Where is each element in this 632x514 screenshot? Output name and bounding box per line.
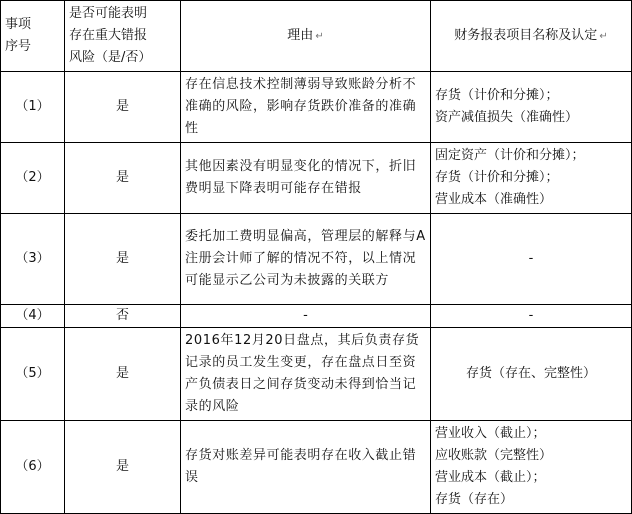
item-line: 营业成本（截止）； [435,470,546,485]
header-item-no-line2: 序号 [5,39,32,54]
table-row [1,143,632,214]
item-line: 存货（计价和分摊）； [435,170,559,185]
items-cell [431,421,632,514]
paragraph-mark-icon: ↵ [315,30,324,42]
table-row [1,214,632,305]
item-no-cell: （5） [1,328,65,421]
risk-cell: 是 [65,421,181,514]
item-no-cell: （2） [1,143,65,214]
reason-cell: 存在信息技术控制薄弱导致账龄分析不准确的风险，影响存货跌价准备的准确性 [181,72,431,143]
items-cell [431,143,632,214]
items-cell: - [431,305,632,328]
header-item-no [1,1,65,72]
item-no-cell: （1） [1,72,65,143]
item-no-cell: （4） [1,305,65,328]
item-no-cell: （3） [1,214,65,305]
risk-cell: 是 [65,143,181,214]
reason-cell: 委托加工费明显偏高，管理层的解释与A注册会计师了解的情况不符，以上情况可能显示乙公司为未披露的关联方 [181,214,431,305]
paragraph-mark-icon: ↵ [599,30,608,42]
items-cell [431,72,632,143]
header-risk-line2: 存在重大错报 [69,28,148,43]
header-reason-text: 理由 [287,27,314,43]
item-line: 固定资产（计价和分摊）； [435,148,585,163]
header-items [431,1,632,72]
reason-cell: 2016年12月20日盘点，其后负责存货记录的员工发生变更，存在盘点日至资产负债表日之间存货变动未得到恰当记录的风险 [181,328,431,421]
risk-cell: 是 [65,72,181,143]
risk-cell: 是 [65,328,181,421]
items-cell: - [431,214,632,305]
header-items-text: 财务报表项目名称及认定 [454,27,598,43]
risk-cell: 否 [65,305,181,328]
items-cell: 存货（存在、完整性） [431,328,632,421]
table-row [1,421,632,514]
item-line: 存货（存在） [435,492,514,507]
item-line: 营业成本（准确性） [435,192,553,207]
table-row [1,72,632,143]
item-line: 营业收入（截止）； [435,426,546,441]
item-no-cell: （6） [1,421,65,514]
risk-cell: 是 [65,214,181,305]
item-line: 应收账款（完整性） [435,448,553,463]
item-line: 资产减值损失（准确性） [435,110,579,125]
header-reason [181,1,431,72]
reason-cell: 其他因素没有明显变化的情况下，折旧费明显下降表明可能存在错报 [181,143,431,214]
reason-cell: - [181,305,431,328]
table-row [1,328,632,421]
reason-cell: 存货对账差异可能表明存在收入截止错误 [181,421,431,514]
table-row [1,305,632,328]
header-item-no-line1: 事项 [5,17,32,32]
header-risk [65,1,181,72]
item-line: 存货（计价和分摊）； [435,88,559,103]
header-risk-line1: 是否可能表明 [69,6,148,21]
header-row [1,1,632,72]
header-risk-line3: 风险（是/否） [69,50,152,65]
